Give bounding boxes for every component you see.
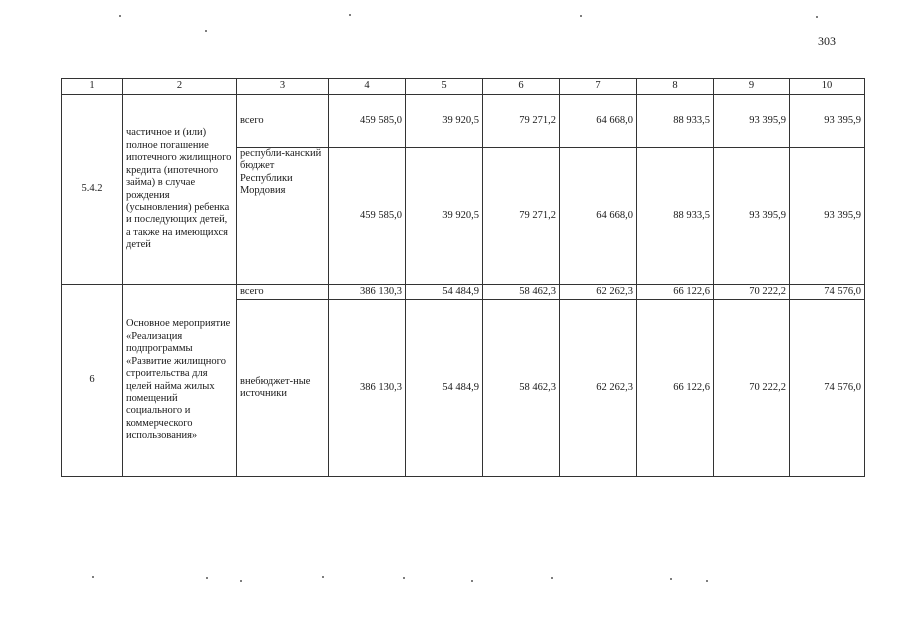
- scan-speck: [816, 16, 818, 18]
- scan-speck: [349, 14, 351, 16]
- column-header: 2: [123, 79, 237, 95]
- amount-cell: 58 462,3: [483, 300, 560, 477]
- column-header: 7: [560, 79, 637, 95]
- scan-speck: [119, 15, 121, 17]
- item-name-text: частичное и (или) полное погашение ипотечного жилищного кредита (ипотечного займа) в случае рождения (усыновления) ребенка и последующих детей, а также на имеющихся детей: [126, 127, 232, 251]
- column-header: 3: [237, 79, 329, 95]
- page-number: 303: [818, 34, 836, 48]
- amount-cell: 62 262,3: [560, 285, 637, 300]
- scan-speck: [670, 578, 672, 580]
- amount-cell: 459 585,0: [329, 148, 406, 285]
- scan-speck: [706, 580, 708, 582]
- amount-cell: 88 933,5: [637, 95, 714, 148]
- amount-cell: 64 668,0: [560, 95, 637, 148]
- scan-speck: [206, 577, 208, 579]
- amount-cell: 386 130,3: [329, 285, 406, 300]
- amount-cell: 74 576,0: [790, 300, 865, 477]
- funding-source: всего: [237, 95, 329, 148]
- amount-cell: 66 122,6: [637, 300, 714, 477]
- amount-cell: 79 271,2: [483, 95, 560, 148]
- funding-source: внебюджет-ные источники: [237, 300, 329, 477]
- amount-cell: 93 395,9: [714, 95, 790, 148]
- amount-cell: 93 395,9: [790, 95, 865, 148]
- item-name-text: Основное мероприятие «Реализация подпрограммы «Развитие жилищного строительства для целей найма жилых помещений социального и коммерческого использования»: [126, 318, 231, 442]
- column-header: 6: [483, 79, 560, 95]
- amount-cell: 39 920,5: [406, 95, 483, 148]
- scan-speck: [92, 576, 94, 578]
- funding-table: [61, 78, 865, 477]
- scan-speck: [205, 30, 207, 32]
- amount-cell: 64 668,0: [560, 148, 637, 285]
- funding-source: республи-канский бюджет Республики Мордовия: [237, 148, 329, 285]
- scan-speck: [322, 576, 324, 578]
- amount-cell: 58 462,3: [483, 285, 560, 300]
- scan-speck: [403, 577, 405, 579]
- scan-speck: [580, 15, 582, 17]
- column-header: 9: [714, 79, 790, 95]
- scan-speck: [240, 580, 242, 582]
- scan-speck: [551, 577, 553, 579]
- scan-speck: [471, 580, 473, 582]
- item-number: 6: [62, 285, 123, 477]
- amount-cell: 74 576,0: [790, 285, 865, 300]
- amount-cell: 70 222,2: [714, 285, 790, 300]
- amount-cell: 70 222,2: [714, 300, 790, 477]
- amount-cell: 62 262,3: [560, 300, 637, 477]
- funding-source: всего: [237, 285, 329, 300]
- item-name: [123, 285, 237, 477]
- column-header: 4: [329, 79, 406, 95]
- amount-cell: 88 933,5: [637, 148, 714, 285]
- amount-cell: 93 395,9: [714, 148, 790, 285]
- amount-cell: 386 130,3: [329, 300, 406, 477]
- column-header: 5: [406, 79, 483, 95]
- amount-cell: 93 395,9: [790, 148, 865, 285]
- table-row: [62, 285, 865, 300]
- header-row: [62, 79, 865, 95]
- amount-cell: 54 484,9: [406, 285, 483, 300]
- amount-cell: 79 271,2: [483, 148, 560, 285]
- item-name: [123, 95, 237, 285]
- amount-cell: 54 484,9: [406, 300, 483, 477]
- column-header: 1: [62, 79, 123, 95]
- column-header: 10: [790, 79, 865, 95]
- item-number: 5.4.2: [62, 95, 123, 285]
- amount-cell: 459 585,0: [329, 95, 406, 148]
- amount-cell: 66 122,6: [637, 285, 714, 300]
- column-header: 8: [637, 79, 714, 95]
- amount-cell: 39 920,5: [406, 148, 483, 285]
- table-row: [62, 95, 865, 148]
